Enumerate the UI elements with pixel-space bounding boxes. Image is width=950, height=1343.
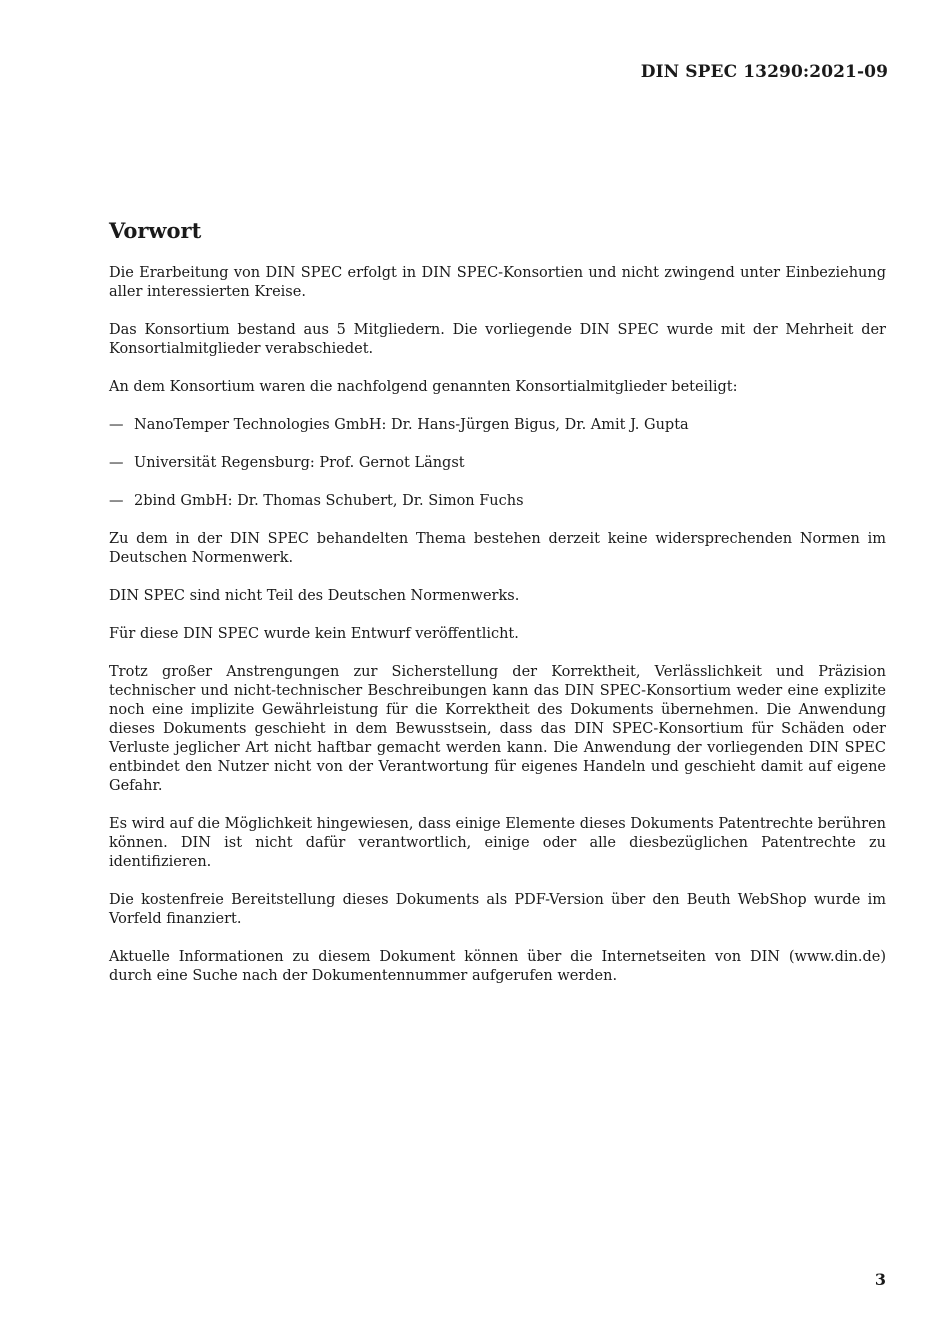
list-item — [109, 454, 886, 473]
paragraph: Das Konsortium bestand aus 5 Mitgliedern. Die vorliegende DIN SPEC wurde mit der Mehrheit der Konsortialmitglieder verabschiedet. — [109, 322, 886, 357]
paragraph: DIN SPEC sind nicht Teil des Deutschen Normenwerks. — [109, 588, 520, 604]
paragraph: Zu dem in der DIN SPEC behandelten Thema bestehen derzeit keine widersprechenden Normen im Deutschen Normenwerk. — [109, 531, 886, 566]
paragraph: Die kostenfreie Bereitstellung dieses Dokuments als PDF-Version über den Beuth WebShop wurde im Vorfeld finanziert. — [109, 892, 886, 927]
paragraph: Für diese DIN SPEC wurde kein Entwurf veröffentlicht. — [109, 626, 519, 642]
section-title: Vorwort — [109, 218, 202, 243]
paragraph: An dem Konsortium waren die nachfolgend genannten Konsortialmitglieder beteiligt: — [109, 379, 738, 395]
list-item — [109, 416, 886, 435]
document-id: DIN SPEC 13290:2021-09 — [640, 62, 888, 82]
list-item-text: 2bind GmbH: Dr. Thomas Schubert, Dr. Simon Fuchs — [134, 493, 524, 509]
paragraph: Die Erarbeitung von DIN SPEC erfolgt in DIN SPEC-Konsortien und nicht zwingend unter Einbeziehung aller interessierten Kreise. — [109, 265, 886, 300]
dash-bullet: — — [109, 455, 124, 471]
page-content — [109, 218, 886, 1005]
dash-bullet: — — [109, 417, 124, 433]
paragraph: Aktuelle Informationen zu diesem Dokument können über die Internetseiten von DIN (www.din.de) durch eine Suche nach der Dokumentennummer aufgerufen werden. — [109, 949, 886, 984]
paragraph: Es wird auf die Möglichkeit hingewiesen, dass einige Elemente dieses Dokuments Patentrechte berühren können. DIN ist nicht dafür verantwortlich, einige oder alle diesbezüglichen Patentrechte zu identifizieren. — [109, 816, 886, 870]
dash-bullet: — — [109, 493, 124, 509]
page-number: 3 — [874, 1270, 886, 1289]
paragraph: Trotz großer Anstrengungen zur Sicherstellung der Korrektheit, Verlässlichkeit und Präzision technischer und nicht-technischer Beschreibungen kann das DIN SPEC-Konsortium weder eine explizite noch eine implizite Gewährleistung für die Korrektheit des Dokuments übernehmen. Die Anwendung dieses Dokuments geschieht in dem Bewusstsein, dass das DIN SPEC-Konsortium für Schäden oder Verluste jeglicher Art nicht haftbar gemacht werden kann. Die Anwendung der vorliegenden DIN SPEC entbindet den Nutzer nicht von der Verantwortung für eigenes Handeln und geschieht damit auf eigene Gefahr. — [109, 664, 886, 794]
list-item-text: Universität Regensburg: Prof. Gernot Längst — [134, 455, 465, 471]
list-item — [109, 492, 886, 511]
list-item-text: NanoTemper Technologies GmbH: Dr. Hans-Jürgen Bigus, Dr. Amit J. Gupta — [134, 417, 689, 433]
